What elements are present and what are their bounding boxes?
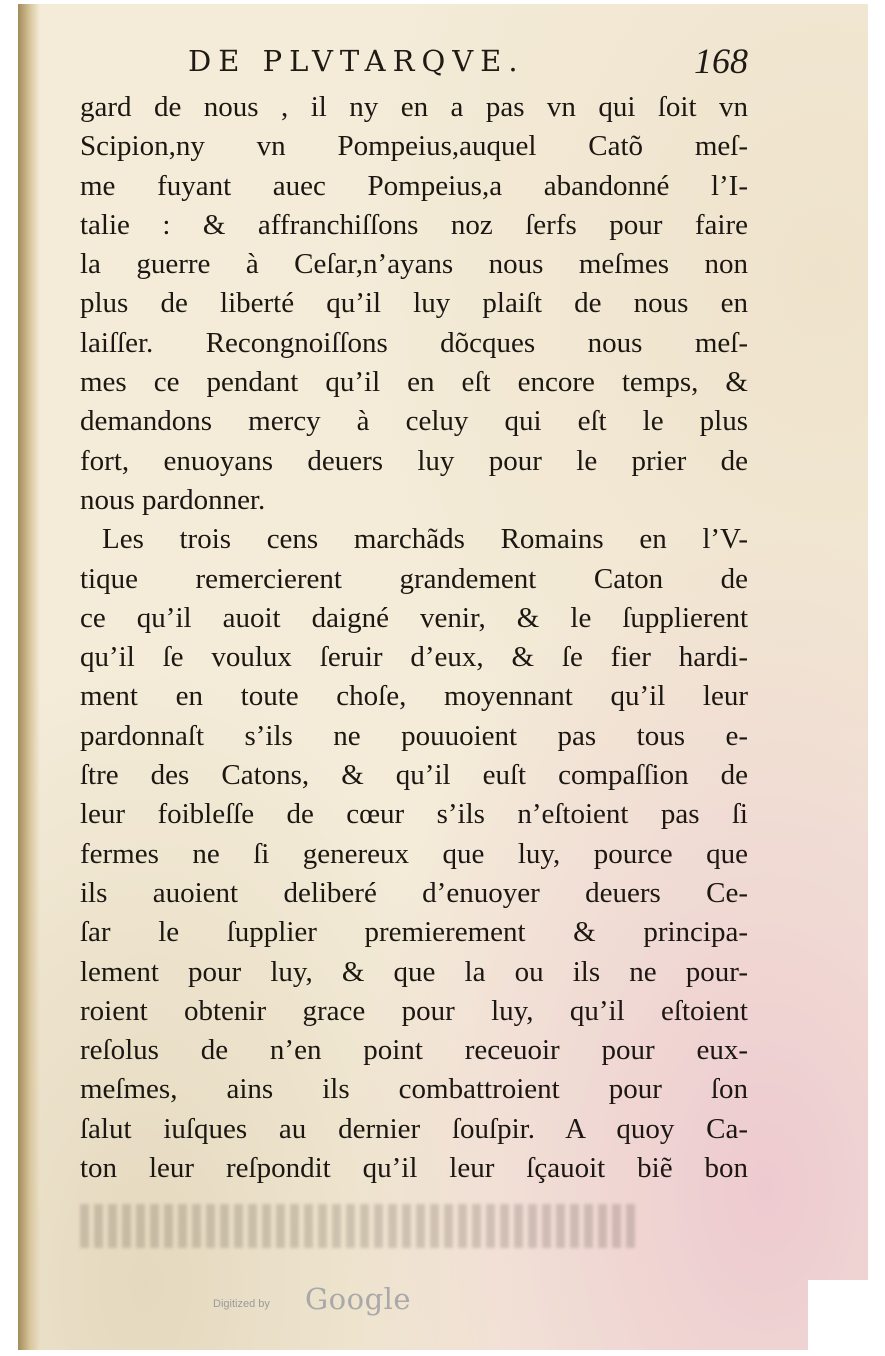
book-page [18,4,868,1350]
paragraph-start-line: Les trois cens marchãds Romains en l’V- [102,523,748,556]
page-binding-edge [18,4,40,1350]
page-header [158,40,748,84]
paragraph-end-line: nous pardonner. [80,483,266,516]
text-line: mes ce pendant qu’il en eſt encore temps, & [80,366,748,399]
text-line: qu’il ſe voulux ſeruir d’eux, & ſe fier hardi- [80,641,748,674]
text-line: ils auoient deliberé d’enuoyer deuers Ce- [80,876,748,909]
google-logo: Google [305,1282,412,1316]
text-line: plus de liberté qu’il luy plaiſt de nous en [80,287,748,320]
text-line: pardonnaſt s’ils ne pouuoient pas tous e- [80,719,748,752]
text-line: fort, enuoyans deuers luy pour le prier de [80,444,748,477]
running-head: DE PLVTARQVE. [188,44,525,78]
google-watermark [213,1282,423,1322]
text-line: ment en toute choſe, moyennant qu’il leur [80,680,748,713]
text-line: me fuyant auec Pompeius,a abandonné l’I- [80,169,748,202]
text-line: talie : & affranchiſſons noz ſerfs pour faire [80,208,748,241]
body-text [80,88,748,1188]
text-line: laiſſer. Recongnoiſſons dõcques nous meſ- [80,326,748,359]
text-line: meſmes, ains ils combattroient pour ſon [80,1073,748,1106]
text-line: Scipion,ny vn Pompeius,auquel Catõ meſ- [80,130,748,163]
text-line: ce qu’il auoit daigné venir, & le ſupplierent [80,601,748,634]
text-line: gard de nous , il ny en a pas vn qui ſoit vn [80,91,748,123]
text-line: fermes ne ſi genereux que luy, pource que [80,837,748,870]
watermark-prefix: Digitized by [213,1298,270,1310]
text-line: roient obtenir grace pour luy, qu’il eſtoient [80,994,748,1027]
text-line: ſar le ſupplier premierement & principa- [80,916,748,949]
text-line: tique remercierent grandement Caton de [80,562,748,595]
text-line: la guerre à Ceſar,n’ayans nous meſmes non [80,248,748,281]
text-line: ſalut iuſques au dernier ſouſpir. A quoy Ca- [80,1112,748,1145]
torn-corner [808,1280,868,1350]
text-line: demandons mercy à celuy qui eſt le plus [80,405,748,438]
page-number: 168 [694,41,748,81]
bleed-through-text [80,1204,640,1248]
text-line: ton leur reſpondit qu’il leur ſçauoit biẽ bon [80,1152,748,1185]
text-line: lement pour luy, & que la ou ils ne pour- [80,955,748,988]
text-line: reſolus de n’en point receuoir pour eux- [80,1034,748,1067]
text-line: ſtre des Catons, & qu’il euſt compaſſion de [80,759,748,792]
text-line: leur foibleſſe de cœur s’ils n’eſtoient pas ſi [80,798,748,831]
